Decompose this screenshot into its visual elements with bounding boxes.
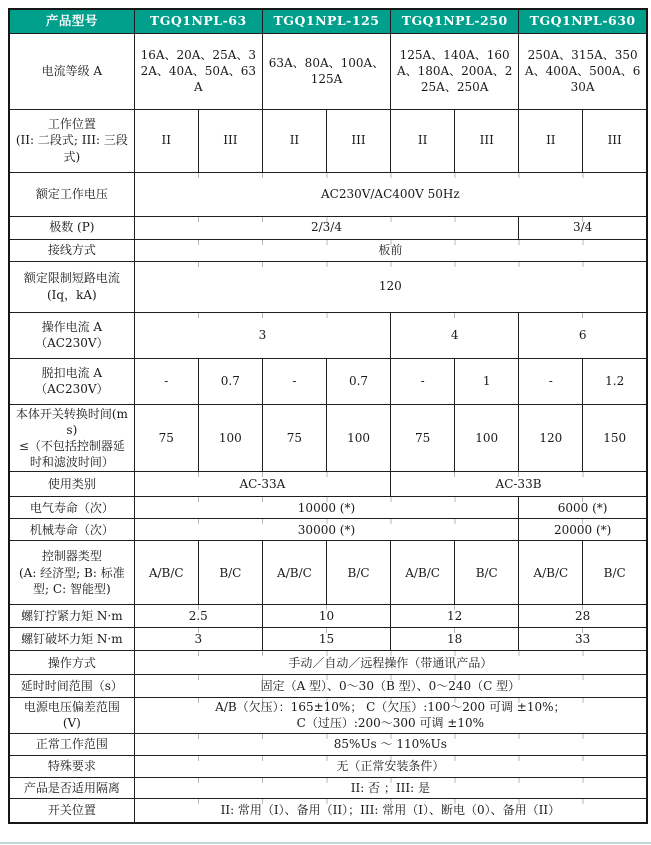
cell-wp-5: II xyxy=(391,109,455,172)
cell-break-4: 33 xyxy=(519,628,647,651)
row-operation-mode xyxy=(9,651,647,675)
cell-op-current-4: 4 xyxy=(391,312,519,358)
label-rated-voltage: 额定工作电压 xyxy=(9,172,134,216)
cell-ctrl-6: B/C xyxy=(455,541,519,605)
label-working-position-note: (II: 二段式; III: 三段式) xyxy=(15,133,128,164)
row-electrical-life xyxy=(9,497,647,519)
cell-delay-range: 固定（A 型）、0～30（B 型）、0～240（C 型） xyxy=(134,675,647,698)
spec-table xyxy=(8,8,648,824)
cell-short-circuit: 120 xyxy=(134,261,647,312)
row-breaking-torque xyxy=(9,628,647,651)
voltage-deviation-line1: A/B（欠压）：165±10%； C（欠压）:100～200 可调 ±10%； xyxy=(215,700,566,715)
cell-wp-6: III xyxy=(455,109,519,172)
cell-rated-voltage: AC230V/AC400V 50Hz xyxy=(134,172,647,216)
label-poles: 极数 (P) xyxy=(9,216,134,239)
row-tightening-torque xyxy=(9,605,647,628)
label-mechanical-life: 机械寿命（次） xyxy=(9,519,134,541)
cell-tt-5: 75 xyxy=(391,404,455,472)
label-controller-type xyxy=(9,541,134,605)
label-special-req: 特殊要求 xyxy=(9,755,134,777)
voltage-deviation-line2: C（过压）:200～300 可调 ±10% xyxy=(296,716,485,731)
cell-trip-6: 1 xyxy=(455,358,519,404)
cell-tt-1: 75 xyxy=(134,404,198,472)
cell-op-current-3: 3 xyxy=(134,312,390,358)
cell-tight-1: 2.5 xyxy=(134,605,262,628)
label-controller-type-title: 控制器类型 xyxy=(41,549,102,564)
label-trip-current-note: （AC230V） xyxy=(35,382,109,396)
label-operating-current xyxy=(9,312,134,358)
row-normal-range xyxy=(9,733,647,755)
label-working-position xyxy=(9,109,134,172)
cell-tight-3: 12 xyxy=(391,605,519,628)
cell-mech-life-2: 20000 (*) xyxy=(519,519,647,541)
cell-switch-position: II: 常用（I）、备用（II）；III: 常用（I）、断电（0）、备用（II） xyxy=(134,798,647,823)
cell-tt-7: 120 xyxy=(519,404,583,472)
header-model-tgq1npl-125: TGQ1NPL-125 xyxy=(262,9,390,33)
cell-voltage-deviation xyxy=(134,698,647,733)
cell-trip-5: - xyxy=(391,358,455,404)
row-rated-voltage xyxy=(9,172,647,216)
cell-wp-3: II xyxy=(262,109,326,172)
header-product-label: 产品型号 xyxy=(9,9,134,33)
label-voltage-deviation: 电源电压偏差范围 (V) xyxy=(9,698,134,733)
label-isolation: 产品是否适用隔离 xyxy=(9,777,134,798)
cell-tight-2: 10 xyxy=(262,605,390,628)
label-short-circuit-title: 额定限制短路电流 xyxy=(23,271,120,286)
label-wiring: 接线方式 xyxy=(9,239,134,261)
cell-utilization-a: AC-33A xyxy=(134,472,390,497)
cell-trip-4: 0.7 xyxy=(326,358,390,404)
row-switch-position xyxy=(9,798,647,823)
cell-ctrl-7: A/B/C xyxy=(519,541,583,605)
row-transfer-time xyxy=(9,404,647,472)
cell-current-rating-630: 250A、315A、350A、400A、500A、630A xyxy=(519,33,647,109)
cell-poles-234: 2/3/4 xyxy=(134,216,519,239)
cell-wiring: 板前 xyxy=(134,239,647,261)
cell-tt-4: 100 xyxy=(326,404,390,472)
label-current-rating: 电流等级 A xyxy=(9,33,134,109)
row-isolation xyxy=(9,777,647,798)
label-operating-current-title: 操作电流 A xyxy=(41,319,103,334)
row-trip-current xyxy=(9,358,647,404)
cell-break-1: 3 xyxy=(134,628,262,651)
label-operation-mode: 操作方式 xyxy=(9,651,134,675)
cell-ctrl-8: B/C xyxy=(583,541,647,605)
label-controller-type-note: (A: 经济型; B: 标准型; C: 智能型) xyxy=(18,565,125,596)
label-utilization: 使用类别 xyxy=(9,472,134,497)
header-model-tgq1npl-250: TGQ1NPL-250 xyxy=(391,9,519,33)
cell-special-req: 无（正常安装条件） xyxy=(134,755,647,777)
cell-wp-8: III xyxy=(583,109,647,172)
header-row xyxy=(9,9,647,33)
cell-ctrl-5: A/B/C xyxy=(391,541,455,605)
label-delay-range: 延时时间范围（s） xyxy=(9,675,134,698)
cell-wp-1: II xyxy=(134,109,198,172)
row-utilization xyxy=(9,472,647,497)
cell-current-rating-125: 63A、80A、100A、125A xyxy=(262,33,390,109)
label-transfer-time-title: 本体开关转换时间(ms) xyxy=(15,406,128,437)
cell-trip-3: - xyxy=(262,358,326,404)
cell-utilization-b: AC-33B xyxy=(391,472,647,497)
cell-tight-4: 28 xyxy=(519,605,647,628)
cell-trip-1: - xyxy=(134,358,198,404)
row-special-req xyxy=(9,755,647,777)
cell-isolation: II: 否 ；III: 是 xyxy=(134,777,647,798)
row-controller-type xyxy=(9,541,647,605)
cell-tt-2: 100 xyxy=(198,404,262,472)
cell-poles-34: 3/4 xyxy=(519,216,647,239)
cell-ctrl-4: B/C xyxy=(326,541,390,605)
row-wiring xyxy=(9,239,647,261)
cell-op-current-6: 6 xyxy=(519,312,647,358)
cell-tt-3: 75 xyxy=(262,404,326,472)
label-trip-current xyxy=(9,358,134,404)
label-transfer-time xyxy=(9,404,134,472)
cell-current-rating-250: 125A、140A、160A、180A、200A、225A、250A xyxy=(391,33,519,109)
cell-trip-7: - xyxy=(519,358,583,404)
cell-ctrl-3: A/B/C xyxy=(262,541,326,605)
label-short-circuit-unit: (Iq，kA) xyxy=(46,287,97,302)
row-delay-range xyxy=(9,675,647,698)
cell-wp-4: III xyxy=(326,109,390,172)
bottom-divider xyxy=(0,842,651,844)
cell-normal-range: 85%Us ～ 110%Us xyxy=(134,733,647,755)
cell-break-3: 18 xyxy=(391,628,519,651)
row-mechanical-life xyxy=(9,519,647,541)
label-tightening-torque: 螺钉拧紧力矩 N·m xyxy=(9,605,134,628)
label-electrical-life: 电气寿命（次） xyxy=(9,497,134,519)
cell-trip-8: 1.2 xyxy=(583,358,647,404)
cell-elec-life-1: 10000 (*) xyxy=(134,497,519,519)
cell-elec-life-2: 6000 (*) xyxy=(519,497,647,519)
label-transfer-time-note: ≤（不包括控制器延时和滤波时间） xyxy=(18,438,125,470)
cell-current-rating-63: 16A、20A、25A、32A、40A、50A、63A xyxy=(134,33,262,109)
cell-operation-mode: 手动／自动／远程操作（带通讯产品） xyxy=(134,651,647,675)
row-current-rating xyxy=(9,33,647,109)
label-short-circuit xyxy=(9,261,134,312)
cell-wp-7: II xyxy=(519,109,583,172)
cell-wp-2: III xyxy=(198,109,262,172)
row-working-position xyxy=(9,109,647,172)
label-trip-current-title: 脱扣电流 A xyxy=(41,365,103,380)
cell-tt-6: 100 xyxy=(455,404,519,472)
label-switch-position: 开关位置 xyxy=(9,798,134,823)
header-model-tgq1npl-630: TGQ1NPL-630 xyxy=(519,9,647,33)
cell-ctrl-2: B/C xyxy=(198,541,262,605)
cell-ctrl-1: A/B/C xyxy=(134,541,198,605)
cell-trip-2: 0.7 xyxy=(198,358,262,404)
label-breaking-torque: 螺钉破坏力矩 N·m xyxy=(9,628,134,651)
label-normal-range: 正常工作范围 xyxy=(9,733,134,755)
header-model-tgq1npl-63: TGQ1NPL-63 xyxy=(134,9,262,33)
row-short-circuit xyxy=(9,261,647,312)
cell-tt-8: 150 xyxy=(583,404,647,472)
row-operating-current xyxy=(9,312,647,358)
row-poles xyxy=(9,216,647,239)
cell-break-2: 15 xyxy=(262,628,390,651)
label-working-position-title: 工作位置 xyxy=(47,117,96,132)
cell-mech-life-1: 30000 (*) xyxy=(134,519,519,541)
row-voltage-deviation xyxy=(9,698,647,733)
label-operating-current-note: （AC230V） xyxy=(35,336,109,350)
